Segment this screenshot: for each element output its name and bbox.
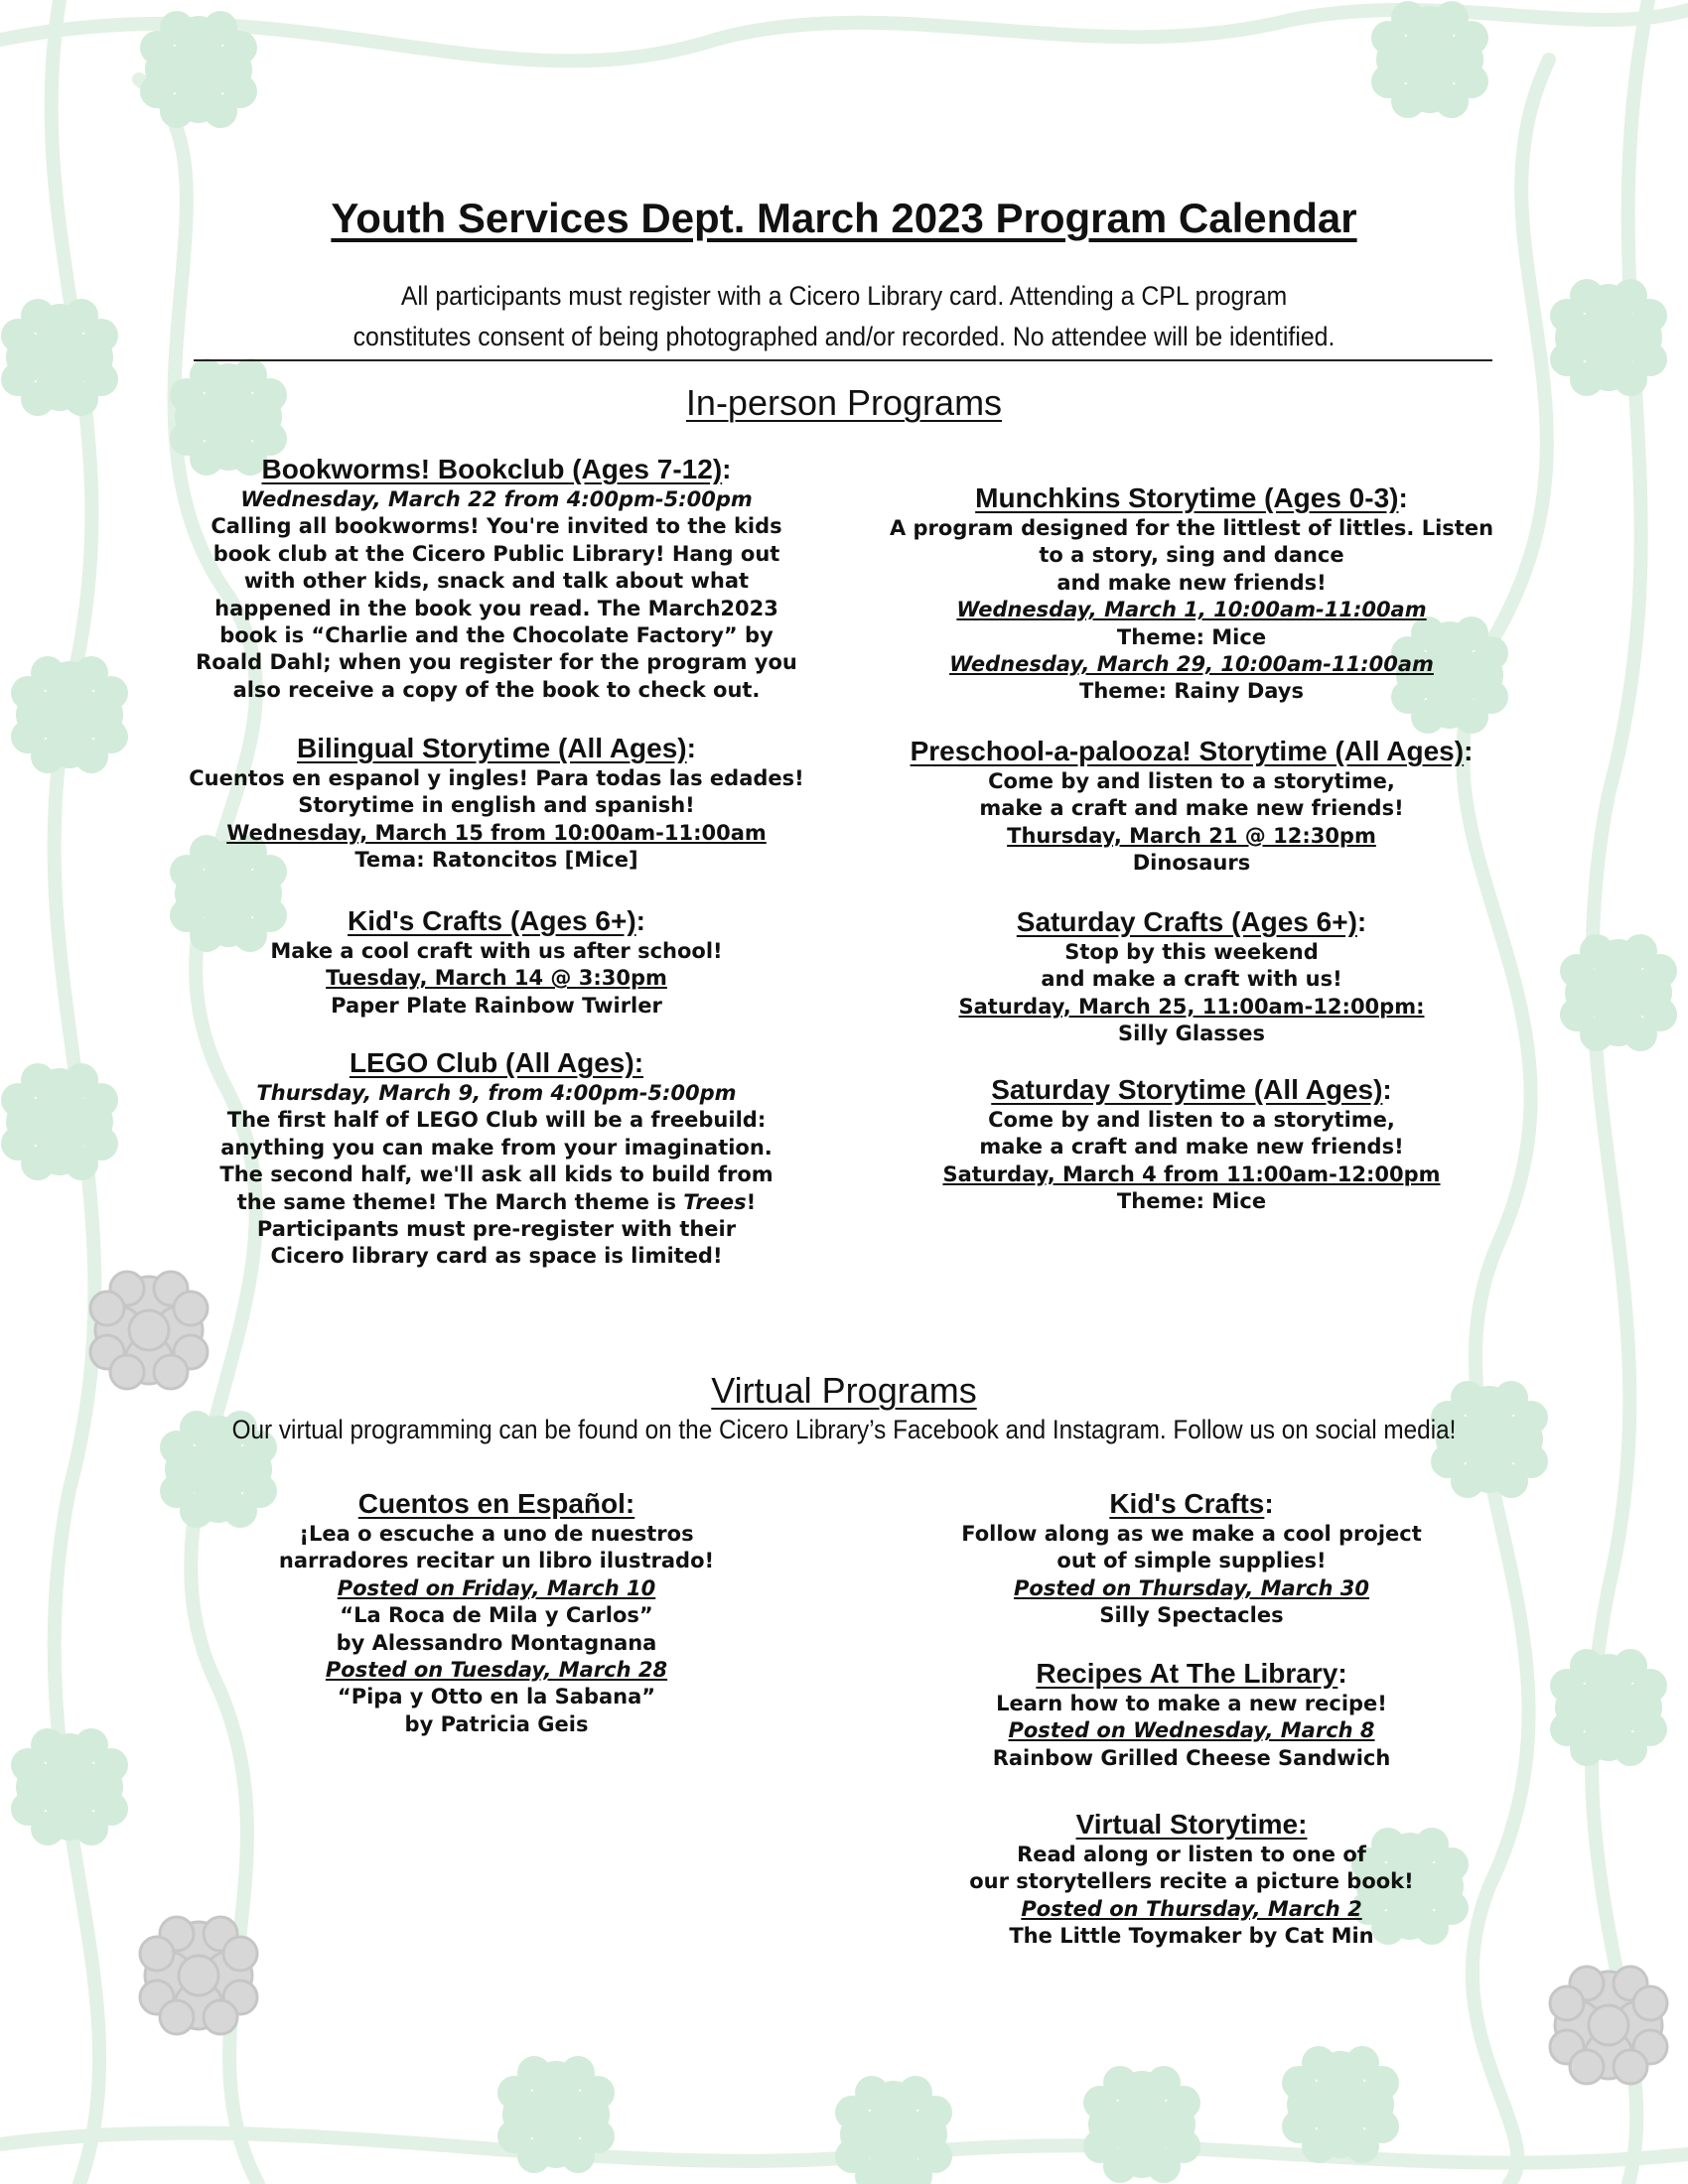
intro-line: All participants must register with a Cicero Library card. Attending a CPL program xyxy=(400,281,1288,311)
program-title: Bilingual Storytime (All Ages) xyxy=(297,733,687,763)
section-heading-virtual: Virtual Programs xyxy=(711,1370,977,1411)
program-date: Posted on Tuesday, March 28 xyxy=(325,1658,668,1683)
section-heading-in-person: In-person Programs xyxy=(685,382,1003,423)
program-saturday-storytime: Saturday Storytime (All Ages): Come by and listen to a storytime, make a craft and make new friends! Saturday, March 4 from 11:00am-12:00pm Theme: Mice xyxy=(849,1073,1534,1216)
program-text: the same theme! The March theme is Trees! xyxy=(236,1189,757,1214)
lego-theme: Trees xyxy=(683,1189,747,1214)
program-munchkins: Munchkins Storytime (Ages 0-3): A program designed for the littlest of littles. Listen to a story, sing and dance and make new friends! Wednesday, March 1, 10:00am-11:00am Theme: Mice Wednesday, March 29, 10:00am-11:00am Theme: Rainy Days xyxy=(849,481,1534,706)
program-date: Thursday, March 9, from 4:00pm-5:00pm xyxy=(256,1081,737,1105)
program-kids-crafts: Kid's Crafts (Ages 6+): Make a cool craft with us after school! Tuesday, March 14 @ 3:30pm Paper Plate Rainbow Twirler xyxy=(154,904,839,1020)
program-theme: Theme: Rainy Days xyxy=(1079,679,1304,704)
program-text: ¡Lea o escuche a uno de nuestros xyxy=(299,1522,694,1546)
program-date: Posted on Friday, March 10 xyxy=(337,1575,656,1600)
program-title: Kid's Crafts xyxy=(1109,1488,1265,1519)
program-recipes: Recipes At The Library: Learn how to make a new recipe! Posted on Wednesday, March 8 Rainbow Grilled Cheese Sandwich xyxy=(849,1657,1534,1772)
program-date: Posted on Thursday, March 30 xyxy=(1014,1575,1369,1600)
program-text: by Alessandro Montagnana xyxy=(336,1630,657,1655)
program-text: The second half, we'll ask all kids to build from xyxy=(219,1162,774,1187)
intro-notice xyxy=(199,276,1489,357)
program-text: also receive a copy of the book to check out. xyxy=(232,677,761,702)
intro-line: constitutes consent of being photographed and/or recorded. No attendee will be identified. xyxy=(352,322,1336,351)
program-theme: Tema: Ratoncitos [Mice] xyxy=(354,848,638,873)
program-theme: The Little Toymaker by Cat Min xyxy=(1009,1924,1374,1949)
program-text: Make a cool craft with us after school! xyxy=(270,939,723,963)
program-date: Tuesday, March 14 @ 3:30pm xyxy=(326,966,667,991)
program-text: The first half of LEGO Club will be a freebuild: xyxy=(226,1108,767,1133)
program-text: our storytellers recite a picture book! xyxy=(969,1869,1414,1894)
program-title: Kid's Crafts (Ages 6+) xyxy=(348,905,636,936)
page-title: Youth Services Dept. March 2023 Program Calendar xyxy=(331,195,1357,241)
program-date: Wednesday, March 15 from 10:00am-11:00am xyxy=(226,820,767,845)
program-date: Saturday, March 4 from 11:00am-12:00pm xyxy=(942,1161,1441,1186)
divider xyxy=(194,359,1492,361)
program-title: Saturday Crafts (Ages 6+) xyxy=(1016,906,1357,937)
program-text: to a story, sing and dance xyxy=(1039,543,1344,568)
program-title: LEGO Club (All Ages): xyxy=(349,1047,644,1078)
program-title: Preschool-a-palooza! Storytime (All Ages) xyxy=(910,736,1465,766)
program-text: book club at the Cicero Public Library! Hang out xyxy=(212,541,780,566)
program-text: Roald Dahl; when you register for the program you xyxy=(196,650,797,675)
program-title: Cuentos en Español: xyxy=(357,1488,635,1519)
program-cuentos xyxy=(154,1487,839,1738)
program-text: Read along or listen to one of xyxy=(1017,1843,1366,1866)
virtual-note: Our virtual programming can be found on the Cicero Library’s Facebook and Instagram. Follow us on social media! xyxy=(231,1415,1457,1444)
program-theme: “Pipa y Otto en la Sabana” xyxy=(337,1685,656,1709)
program-text: with other kids, snack and talk about what xyxy=(243,569,750,594)
program-lego-club xyxy=(154,1046,839,1271)
program-text: make a craft and make new friends! xyxy=(979,796,1404,821)
program-text: out of simple supplies! xyxy=(1056,1549,1327,1573)
program-text: Learn how to make a new recipe! xyxy=(996,1692,1387,1715)
program-text: Participants must pre-register with their xyxy=(256,1217,737,1242)
program-virtual-storytime xyxy=(849,1808,1534,1951)
program-theme: Silly Spectacles xyxy=(1099,1603,1284,1628)
program-theme: Dinosaurs xyxy=(1132,851,1251,876)
program-text: narradores recitar un libro ilustrado! xyxy=(278,1549,715,1573)
program-date: Wednesday, March 22 from 4:00pm-5:00pm xyxy=(240,487,753,511)
program-text: Storytime in english and spanish! xyxy=(298,793,695,818)
program-virtual-kids-crafts: Kid's Crafts: Follow along as we make a cool project out of simple supplies! Posted on Thursday, March 30 Silly Spectacles xyxy=(849,1487,1534,1630)
program-date: Thursday, March 21 @ 12:30pm xyxy=(1007,823,1376,848)
program-text: happened in the book you read. The March2023 xyxy=(214,596,778,620)
program-text: Come by and listen to a storytime, xyxy=(988,769,1395,793)
program-date: Wednesday, March 1, 10:00am-11:00am xyxy=(956,598,1427,622)
program-theme: Silly Glasses xyxy=(1117,1022,1266,1046)
program-title: Munchkins Storytime (Ages 0-3) xyxy=(975,482,1399,513)
program-theme: Paper Plate Rainbow Twirler xyxy=(331,993,662,1018)
program-title: Bookworms! Bookclub (Ages 7-12) xyxy=(261,454,723,484)
program-theme: Rainbow Grilled Cheese Sandwich xyxy=(992,1745,1391,1770)
program-text: Calling all bookworms! You're invited to the kids xyxy=(211,514,782,539)
program-text: A program designed for the littlest of littles. Listen xyxy=(889,516,1494,540)
program-bilingual: Bilingual Storytime (All Ages): Cuentos en espanol y ingles! Para todas las edades! Storytime in english and spanish! Wednesday, March 15 from 10:00am-11:00am Tema: Ratoncitos [Mice] xyxy=(154,732,839,875)
program-date: Posted on Thursday, March 2 xyxy=(1021,1896,1362,1921)
program-title: Recipes At The Library xyxy=(1036,1658,1338,1689)
program-text: and make new friends! xyxy=(1056,570,1327,595)
program-text: Come by and listen to a storytime, xyxy=(988,1108,1395,1132)
program-date: Posted on Wednesday, March 8 xyxy=(1008,1718,1375,1743)
program-text: Cicero library card as space is limited! xyxy=(270,1244,723,1269)
program-text: book is “Charlie and the Chocolate Factory” by xyxy=(219,623,774,648)
program-date: Saturday, March 25, 11:00am-12:00pm: xyxy=(958,994,1425,1019)
program-text: by Patricia Geis xyxy=(404,1711,589,1736)
program-preschool-a-palooza: Preschool-a-palooza! Storytime (All Ages): Come by and listen to a storytime, make a craft and make new friends! Thursday, March 21 @ 12:30pm Dinosaurs xyxy=(849,735,1534,878)
program-title: Saturday Storytime (All Ages) xyxy=(991,1074,1383,1105)
program-text: make a craft and make new friends! xyxy=(979,1135,1404,1160)
program-theme: Theme: Mice xyxy=(1116,624,1267,649)
program-title: Virtual Storytime: xyxy=(1075,1809,1308,1840)
program-text: Follow along as we make a cool project xyxy=(961,1522,1422,1546)
program-text: Cuentos en espanol y ingles! Para todas las edades! xyxy=(189,766,804,790)
program-date: Wednesday, March 29, 10:00am-11:00am xyxy=(949,652,1434,677)
program-text: Stop by this weekend xyxy=(1064,940,1319,964)
program-theme: Theme: Mice xyxy=(1116,1189,1267,1214)
program-text: and make a craft with us! xyxy=(1041,967,1342,992)
program-text: anything you can make from your imagination. xyxy=(220,1135,773,1160)
program-theme: “La Roca de Mila y Carlos” xyxy=(340,1603,653,1628)
program-saturday-crafts: Saturday Crafts (Ages 6+): Stop by this weekend and make a craft with us! Saturday, March 25, 11:00am-12:00pm: Silly Glasses xyxy=(849,905,1534,1048)
program-bookworms: Bookworms! Bookclub (Ages 7-12): Wednesday, March 22 from 4:00pm-5:00pm Calling all bookworms! You're invited to the kids book club at the Cicero Public Library! Hang out with other kids, snack and talk about what happened in the book you read. The March2023 book is “Charlie and the Chocolate Factory” by Roald Dahl; when you register for the program you also receive a copy of the book to check out. xyxy=(154,453,839,704)
